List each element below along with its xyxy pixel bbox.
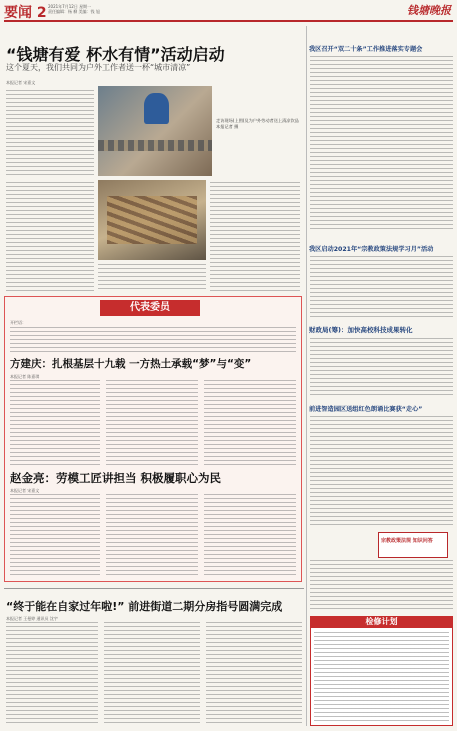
article3-col2: [104, 622, 200, 726]
worker-figure: [144, 93, 169, 124]
article3-col1: [6, 622, 98, 726]
lead-headline: “钱塘有爱 杯水有情”活动启动: [6, 45, 225, 64]
photo-caption: 走访现场(上图)及为户外劳动者送上清凉饮品 本报记者 摄: [216, 118, 299, 129]
article1-byline: 本报记者 陈嘉琪: [10, 374, 40, 379]
right-heading-4: 前进智造园区送组红色朗诵比赛获“走心”: [309, 406, 423, 413]
lead-photo-2: [98, 180, 206, 260]
article3-col3: [206, 622, 302, 726]
article2-col1: [10, 494, 100, 578]
lead-body-col3: [210, 182, 300, 292]
qa-badge-title: 宗教政策法规 知识问答: [381, 538, 433, 544]
pipes: [107, 196, 198, 244]
right-heading-1: 我区召开“双二十条”工作推进落实专题会: [309, 46, 423, 53]
right-body-3: [310, 338, 453, 398]
right-heading-2: 我区启动2021年“宗教政策法规学习月”活动: [309, 246, 434, 253]
masthead: [4, 2, 453, 22]
right-body-4: [310, 416, 453, 528]
lead-subhead: 这个夏天，我们共同为户外工作者送一杯“城市清凉”: [6, 63, 191, 72]
article1-col1: [10, 380, 100, 468]
paper-name: 钱塘晚报: [407, 4, 451, 17]
issue-meta: 2021年7月12日 星期一 责任编辑：杨 柳 美编：钱 旭: [48, 4, 100, 14]
right-heading-3: 财政局(筹)：加快高校科技成果转化: [309, 326, 413, 334]
representatives-banner: 代表委员: [100, 300, 200, 316]
rep-intro-text: [10, 327, 296, 353]
article2-col2: [106, 494, 198, 578]
article2-byline: 本报记者 宋嘉文: [10, 488, 40, 493]
maintenance-body: [314, 632, 449, 722]
article2-col3: [204, 494, 296, 578]
right-body-5: [310, 560, 453, 610]
rail-track: [98, 140, 212, 151]
bottom-divider: [4, 588, 304, 589]
lead-body-col1: [6, 90, 94, 178]
qa-badge: [378, 532, 448, 558]
right-body-1: [310, 56, 453, 232]
article3-headline: “终于能在自家过年啦!” 前进街道二期分房指号圆满完成: [6, 600, 283, 613]
lead-body-col4: [98, 264, 206, 292]
article1-headline: 方建庆：扎根基层十九载 一方热土承载“梦”与“变”: [10, 358, 252, 370]
article1-col2: [106, 380, 198, 468]
lead-body-col2: [6, 182, 94, 292]
article1-col3: [204, 380, 296, 468]
article3-byline: 本报记者 王曼婷 通讯员 沈宇: [6, 616, 58, 621]
lead-byline: 本报记者 宋嘉文: [6, 80, 36, 85]
rep-intro: 开栏语：: [10, 320, 26, 325]
maintenance-title: 检修计划: [310, 616, 453, 628]
section-title: 要闻 2: [4, 5, 47, 21]
article2-headline: 赵金亮：劳模工匠讲担当 积极履职心为民: [10, 471, 222, 485]
column-divider: [306, 26, 307, 726]
lead-photo: [98, 86, 212, 176]
right-body-2: [310, 256, 453, 320]
